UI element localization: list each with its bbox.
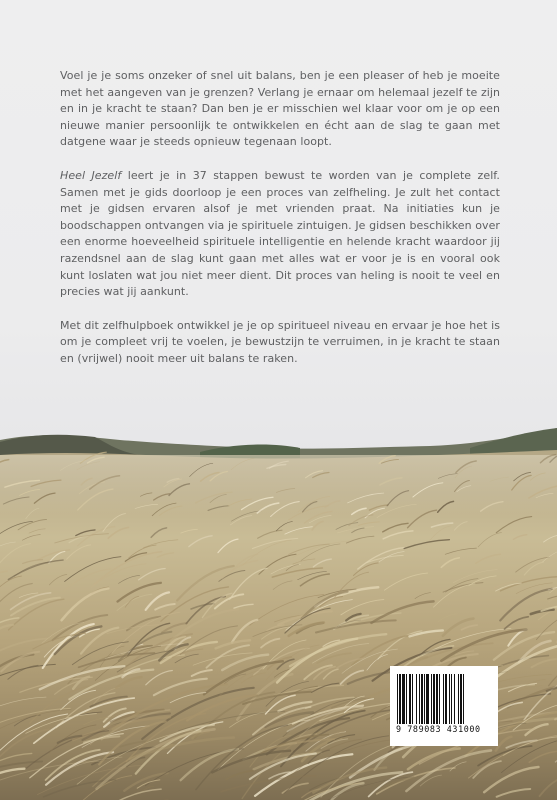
blurb-paragraph-1: Voel je je soms onzeker of snel uit balans, ben je een pleaser of heb je moeite met het aangeven van je grenzen? Verlang je ernaar om helemaal jezelf te zijn en in je kracht te staan? Dan ben je er misschien wel klaar voor om je op een nieuwe manier persoonlijk te ontwikkelen en écht aan de slag te gaan met datgene waar je steeds opnieuw tegenaan loopt.	[60, 69, 500, 149]
barcode-bar	[458, 674, 459, 724]
barcode-label	[390, 666, 498, 746]
barcode-bar	[439, 674, 440, 724]
barcode-bar	[399, 674, 401, 724]
barcode-bar	[402, 674, 405, 724]
barcode-bar	[463, 674, 464, 724]
barcode-bar	[424, 674, 425, 724]
barcode-bar	[451, 674, 452, 724]
barcode-bar	[454, 674, 455, 724]
barcode-bar	[416, 674, 417, 724]
barcode-bar	[436, 674, 438, 724]
book-title-inline: Heel Jezelf	[60, 168, 122, 182]
barcode-bar	[445, 674, 447, 724]
barcode-bar	[433, 674, 435, 724]
barcode-bar	[460, 674, 462, 724]
barcode-bar	[412, 674, 413, 724]
barcode-bar	[443, 674, 444, 724]
barcode-bar	[406, 674, 407, 724]
isbn-number: 9 789083 431000	[396, 724, 481, 734]
barcode-bar	[431, 674, 432, 724]
barcode-bar	[421, 674, 423, 724]
barcode-bar	[409, 674, 411, 724]
back-cover-blurb	[60, 68, 500, 385]
barcode-bar	[449, 674, 450, 724]
blurb-paragraph-2-text: leert je in 37 stappen bewust te worden van je complete zelf. Samen met je gids doorloop je een proces van zelfheling. Je zult het contact met je gidsen ervaren alsof je met vrienden praat. Na initiaties kun je boodschappen ontvangen via je spirituele zintuigen. Je gidsen beschikken over een enorme hoeveelheid spirituele intelligentie en helende kracht waardoor jij razendsnel aan de slag kunt gaan met alles wat er voor je is en vooral ook kunt loslaten wat jou niet meer dient. Dit proces van heling is nooit te veel en precies wat jij aankunt.	[60, 168, 500, 299]
barcode-bar	[397, 674, 398, 724]
barcode-bar	[426, 674, 429, 724]
barcode-bars	[397, 674, 491, 724]
blurb-paragraph-2	[60, 168, 500, 301]
barcode-bar	[419, 674, 420, 724]
blurb-paragraph-3: Met dit zelfhulpboek ontwikkel je je op spiritueel niveau en ervaar je hoe het is om je compleet vrij te voelen, je bewustzijn te verruimen, in je kracht te staan en (vrijwel) nooit meer uit balans te raken.	[60, 318, 500, 365]
